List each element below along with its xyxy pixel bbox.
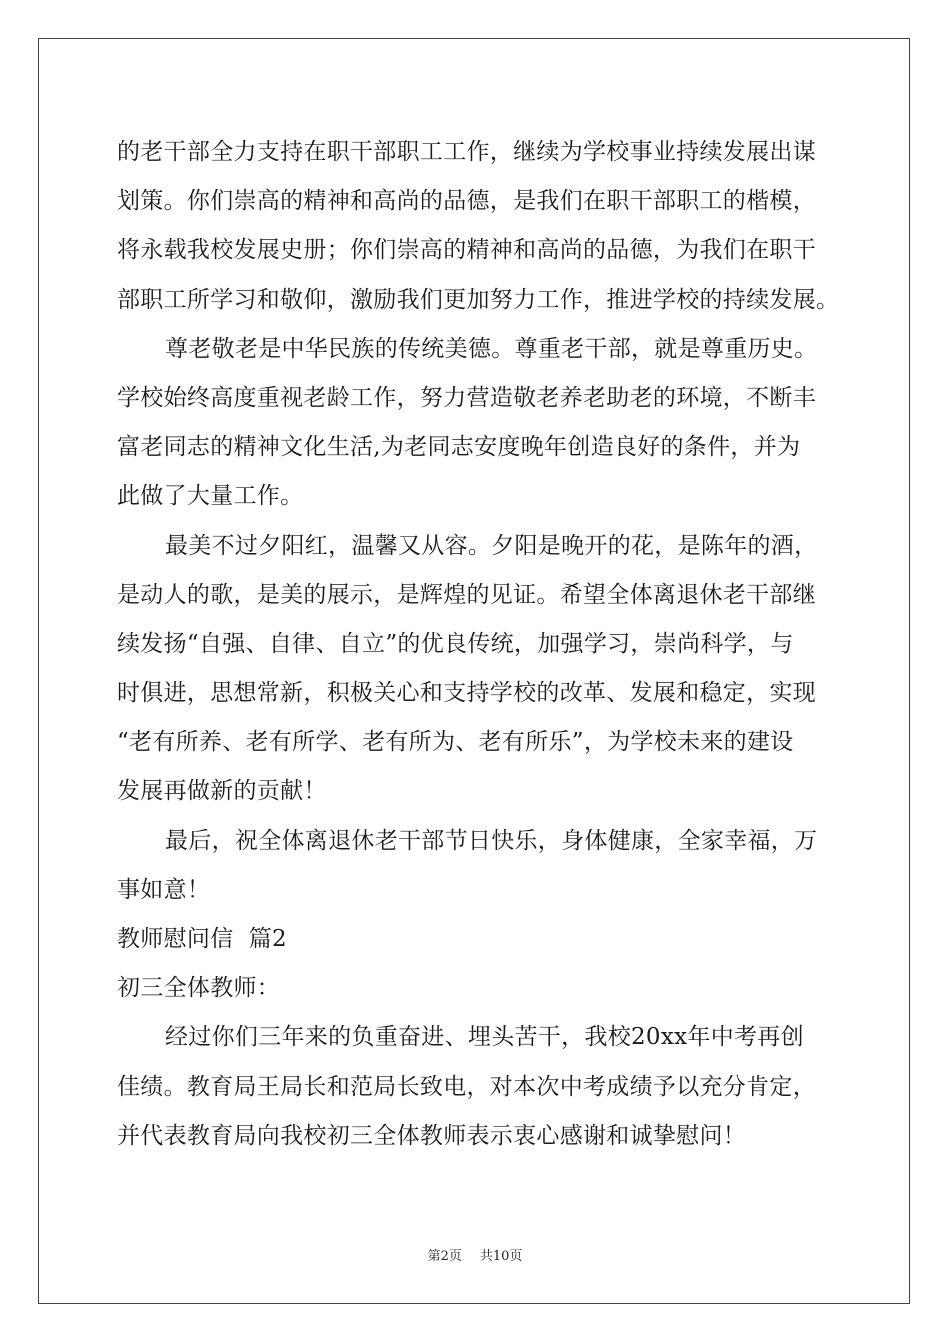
text-line: 的老干部全力支持在职干部职工工作，继续为学校事业持续发展出谋 [117,139,816,165]
page-footer [0,1248,950,1266]
document-body [117,128,839,1161]
text-line: 续发扬“自强、自律、自立”的优良传统，加强学习，崇尚科学，与 [117,630,794,657]
text-line: 佳绩。教育局王局长和范局长致电，对本次中考成绩予以充分肯定， [117,1073,816,1100]
text-line: 将永载我校发展史册；你们崇高的精神和高尚的品德，为我们在职干 [117,237,816,264]
heading-line: 教师慰问信 篇2 [117,926,287,952]
text-line: 最后，祝全体离退休老干部节日快乐，身体健康，全家幸福，万 [165,827,818,854]
paragraph [117,325,839,522]
text-line: 富老同志的精神文化生活,为老同志安度晚年创造良好的条件，并为 [117,434,801,461]
text-line: 学校始终高度重视老龄工作，努力营造敬老养老助老的环境，不断丰 [117,384,816,411]
text-line: 时俱进，思想常新，积极关心和支持学校的改革、发展和稳定，实现 [117,680,816,707]
paragraph [117,817,839,915]
text-line: “老有所养、老有所学、老有所为、老有所乐”，为学校未来的建设 [117,729,794,756]
text-line: 此做了大量工作。 [117,483,304,510]
salutation-line: 初三全体教师： [117,975,281,1002]
paragraph [117,128,839,325]
paragraph [117,522,839,817]
salutation [117,964,839,1013]
section-heading [117,915,839,964]
text-line: 是动人的歌，是美的展示，是辉煌的见证。希望全体离退休老干部继 [117,581,816,608]
text-line: 最美不过夕阳红，温馨又从容。夕阳是晚开的花，是陈年的酒， [165,532,818,559]
text-line: 事如意！ [117,876,211,903]
text-line: 发展再做新的贡献！ [117,778,327,805]
text-line: 部职工所学习和敬仰，激励我们更加努力工作，推进学校的持续发展。 [117,286,840,313]
page-number: 第2页 [427,1249,462,1264]
text-line: 尊老敬老是中华民族的传统美德。尊重老干部，就是尊重历史。 [165,335,818,362]
text-line: 经过你们三年来的负重奋进、埋头苦干，我校20xx年中考再创 [165,1024,804,1051]
paragraph [117,1013,839,1161]
text-line: 并代表教育局向我校初三全体教师表示衷心感谢和诚挚慰问！ [117,1122,747,1149]
page-total: 共10页 [479,1249,523,1264]
text-line: 划策。你们崇高的精神和高尚的品德，是我们在职干部职工的楷模， [117,188,816,215]
